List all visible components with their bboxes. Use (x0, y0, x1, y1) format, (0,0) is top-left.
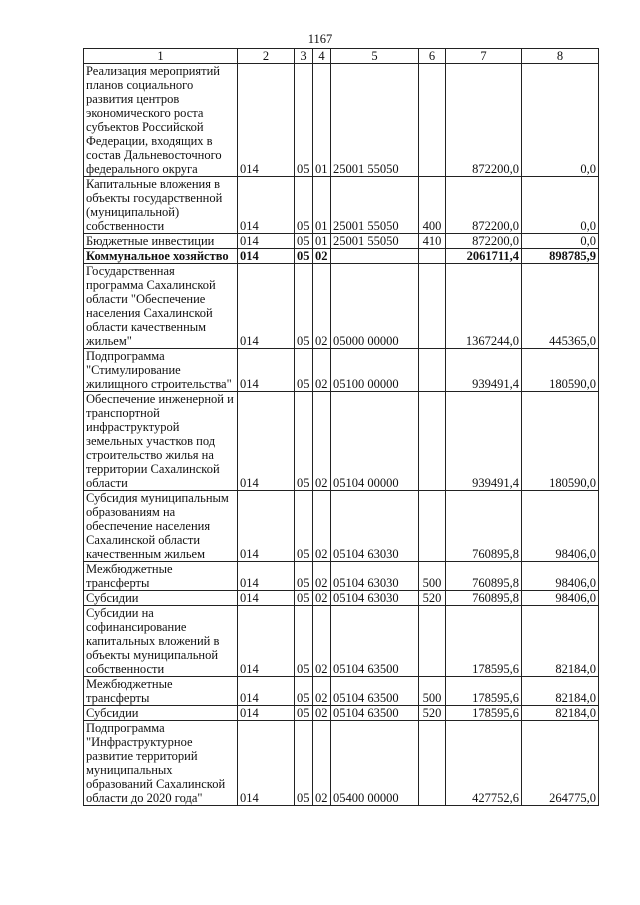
table-row (84, 177, 599, 234)
cell-section: 05 (295, 606, 313, 677)
table-row (84, 677, 599, 706)
cell-amount-year1: 178595,6 (446, 606, 522, 677)
column-header: 3 (295, 49, 313, 64)
cell-target-article: 05104 00000 (331, 392, 419, 491)
cell-amount-year2: 98406,0 (522, 591, 599, 606)
column-header: 5 (331, 49, 419, 64)
cell-expense-type (419, 264, 446, 349)
cell-ministry-code: 014 (238, 392, 295, 491)
cell-section: 05 (295, 64, 313, 177)
column-header: 6 (419, 49, 446, 64)
cell-ministry-code: 014 (238, 606, 295, 677)
cell-section: 05 (295, 491, 313, 562)
cell-amount-year2: 82184,0 (522, 677, 599, 706)
cell-target-article: 05100 00000 (331, 349, 419, 392)
cell-name: Коммунальное хозяйство (84, 249, 238, 264)
cell-target-article: 05104 63030 (331, 491, 419, 562)
cell-ministry-code: 014 (238, 177, 295, 234)
cell-ministry-code: 014 (238, 562, 295, 591)
cell-expense-type (419, 392, 446, 491)
cell-amount-year2: 98406,0 (522, 491, 599, 562)
cell-amount-year1: 427752,6 (446, 721, 522, 806)
column-header: 4 (313, 49, 331, 64)
cell-amount-year1: 178595,6 (446, 677, 522, 706)
cell-amount-year2: 82184,0 (522, 706, 599, 721)
cell-section: 05 (295, 562, 313, 591)
cell-ministry-code: 014 (238, 64, 295, 177)
cell-amount-year2: 445365,0 (522, 264, 599, 349)
cell-name: Капитальные вложения в объекты государственной (муниципальной) собственности (84, 177, 238, 234)
cell-name: Субсидии (84, 706, 238, 721)
cell-subsection: 02 (313, 392, 331, 491)
cell-amount-year1: 939491,4 (446, 349, 522, 392)
table-row (84, 249, 599, 264)
cell-target-article: 25001 55050 (331, 64, 419, 177)
cell-section: 05 (295, 591, 313, 606)
cell-ministry-code: 014 (238, 706, 295, 721)
cell-amount-year1: 872200,0 (446, 177, 522, 234)
cell-section: 05 (295, 706, 313, 721)
cell-section: 05 (295, 349, 313, 392)
table-row (84, 491, 599, 562)
cell-expense-type: 400 (419, 177, 446, 234)
column-header: 7 (446, 49, 522, 64)
cell-ministry-code: 014 (238, 677, 295, 706)
cell-amount-year1: 1367244,0 (446, 264, 522, 349)
cell-target-article: 05104 63030 (331, 591, 419, 606)
cell-expense-type: 520 (419, 706, 446, 721)
cell-ministry-code: 014 (238, 234, 295, 249)
cell-amount-year2: 898785,9 (522, 249, 599, 264)
cell-amount-year1: 939491,4 (446, 392, 522, 491)
cell-amount-year1: 760895,8 (446, 591, 522, 606)
cell-amount-year1: 2061711,4 (446, 249, 522, 264)
cell-name: Субсидия муниципальным образованиям на обеспечение населения Сахалинской области качественным жильем (84, 491, 238, 562)
cell-subsection: 02 (313, 706, 331, 721)
cell-name: Государственная программа Сахалинской области "Обеспечение населения Сахалинской области качественным жильем" (84, 264, 238, 349)
cell-name: Субсидии на софинансирование капитальных вложений в объекты муниципальной собственности (84, 606, 238, 677)
cell-amount-year1: 760895,8 (446, 491, 522, 562)
cell-expense-type: 500 (419, 562, 446, 591)
cell-amount-year2: 264775,0 (522, 721, 599, 806)
cell-target-article: 05104 63500 (331, 677, 419, 706)
cell-expense-type: 410 (419, 234, 446, 249)
cell-subsection: 02 (313, 264, 331, 349)
cell-amount-year1: 872200,0 (446, 64, 522, 177)
table-row (84, 562, 599, 591)
cell-subsection: 02 (313, 491, 331, 562)
cell-name: Бюджетные инвестиции (84, 234, 238, 249)
table-header-row (84, 49, 599, 64)
cell-expense-type (419, 721, 446, 806)
table-row (84, 392, 599, 491)
column-header: 2 (238, 49, 295, 64)
cell-section: 05 (295, 677, 313, 706)
column-header: 1 (84, 49, 238, 64)
cell-target-article: 05104 63500 (331, 706, 419, 721)
cell-subsection: 02 (313, 591, 331, 606)
cell-amount-year2: 180590,0 (522, 392, 599, 491)
cell-ministry-code: 014 (238, 721, 295, 806)
cell-expense-type: 520 (419, 591, 446, 606)
cell-section: 05 (295, 249, 313, 264)
cell-ministry-code: 014 (238, 591, 295, 606)
cell-amount-year2: 82184,0 (522, 606, 599, 677)
cell-target-article: 05104 63030 (331, 562, 419, 591)
cell-name: Подпрограмма "Инфраструктурное развитие территорий муниципальных образований Сахалинской области до 2020 года" (84, 721, 238, 806)
cell-name: Обеспечение инженерной и транспортной инфраструктурой земельных участков под строительство жилья на территории Сахалинской области (84, 392, 238, 491)
cell-subsection: 02 (313, 562, 331, 591)
cell-expense-type: 500 (419, 677, 446, 706)
cell-expense-type (419, 606, 446, 677)
table-row (84, 234, 599, 249)
cell-amount-year1: 178595,6 (446, 706, 522, 721)
cell-subsection: 02 (313, 677, 331, 706)
cell-expense-type (419, 249, 446, 264)
cell-section: 05 (295, 177, 313, 234)
cell-subsection: 01 (313, 64, 331, 177)
cell-subsection: 01 (313, 177, 331, 234)
cell-subsection: 02 (313, 249, 331, 264)
cell-subsection: 02 (313, 349, 331, 392)
table-row (84, 64, 599, 177)
cell-subsection: 01 (313, 234, 331, 249)
cell-section: 05 (295, 392, 313, 491)
cell-target-article: 05400 00000 (331, 721, 419, 806)
cell-section: 05 (295, 721, 313, 806)
column-header: 8 (522, 49, 599, 64)
table-row (84, 706, 599, 721)
budget-table (83, 48, 599, 806)
cell-name: Реализация мероприятий планов социального развития центров экономического роста субъектов Российской Федерации, входящих в состав Дальневосточного федерального округа (84, 64, 238, 177)
cell-expense-type (419, 64, 446, 177)
cell-amount-year2: 0,0 (522, 177, 599, 234)
cell-ministry-code: 014 (238, 349, 295, 392)
table-row (84, 606, 599, 677)
cell-section: 05 (295, 264, 313, 349)
cell-target-article: 05104 63500 (331, 606, 419, 677)
cell-target-article: 25001 55050 (331, 234, 419, 249)
cell-expense-type (419, 349, 446, 392)
cell-ministry-code: 014 (238, 249, 295, 264)
page-number: 1167 (307, 32, 333, 46)
cell-expense-type (419, 491, 446, 562)
table-row (84, 721, 599, 806)
cell-target-article (331, 249, 419, 264)
cell-name: Субсидии (84, 591, 238, 606)
cell-name: Подпрограмма "Стимулирование жилищного строительства" (84, 349, 238, 392)
cell-amount-year1: 760895,8 (446, 562, 522, 591)
table-row (84, 264, 599, 349)
cell-amount-year1: 872200,0 (446, 234, 522, 249)
cell-subsection: 02 (313, 721, 331, 806)
cell-name: Межбюджетные трансферты (84, 677, 238, 706)
cell-amount-year2: 180590,0 (522, 349, 599, 392)
cell-amount-year2: 0,0 (522, 64, 599, 177)
cell-ministry-code: 014 (238, 491, 295, 562)
cell-subsection: 02 (313, 606, 331, 677)
cell-target-article: 05000 00000 (331, 264, 419, 349)
table-row (84, 349, 599, 392)
cell-target-article: 25001 55050 (331, 177, 419, 234)
cell-amount-year2: 0,0 (522, 234, 599, 249)
cell-section: 05 (295, 234, 313, 249)
table-row (84, 591, 599, 606)
cell-name: Межбюджетные трансферты (84, 562, 238, 591)
cell-ministry-code: 014 (238, 264, 295, 349)
cell-amount-year2: 98406,0 (522, 562, 599, 591)
